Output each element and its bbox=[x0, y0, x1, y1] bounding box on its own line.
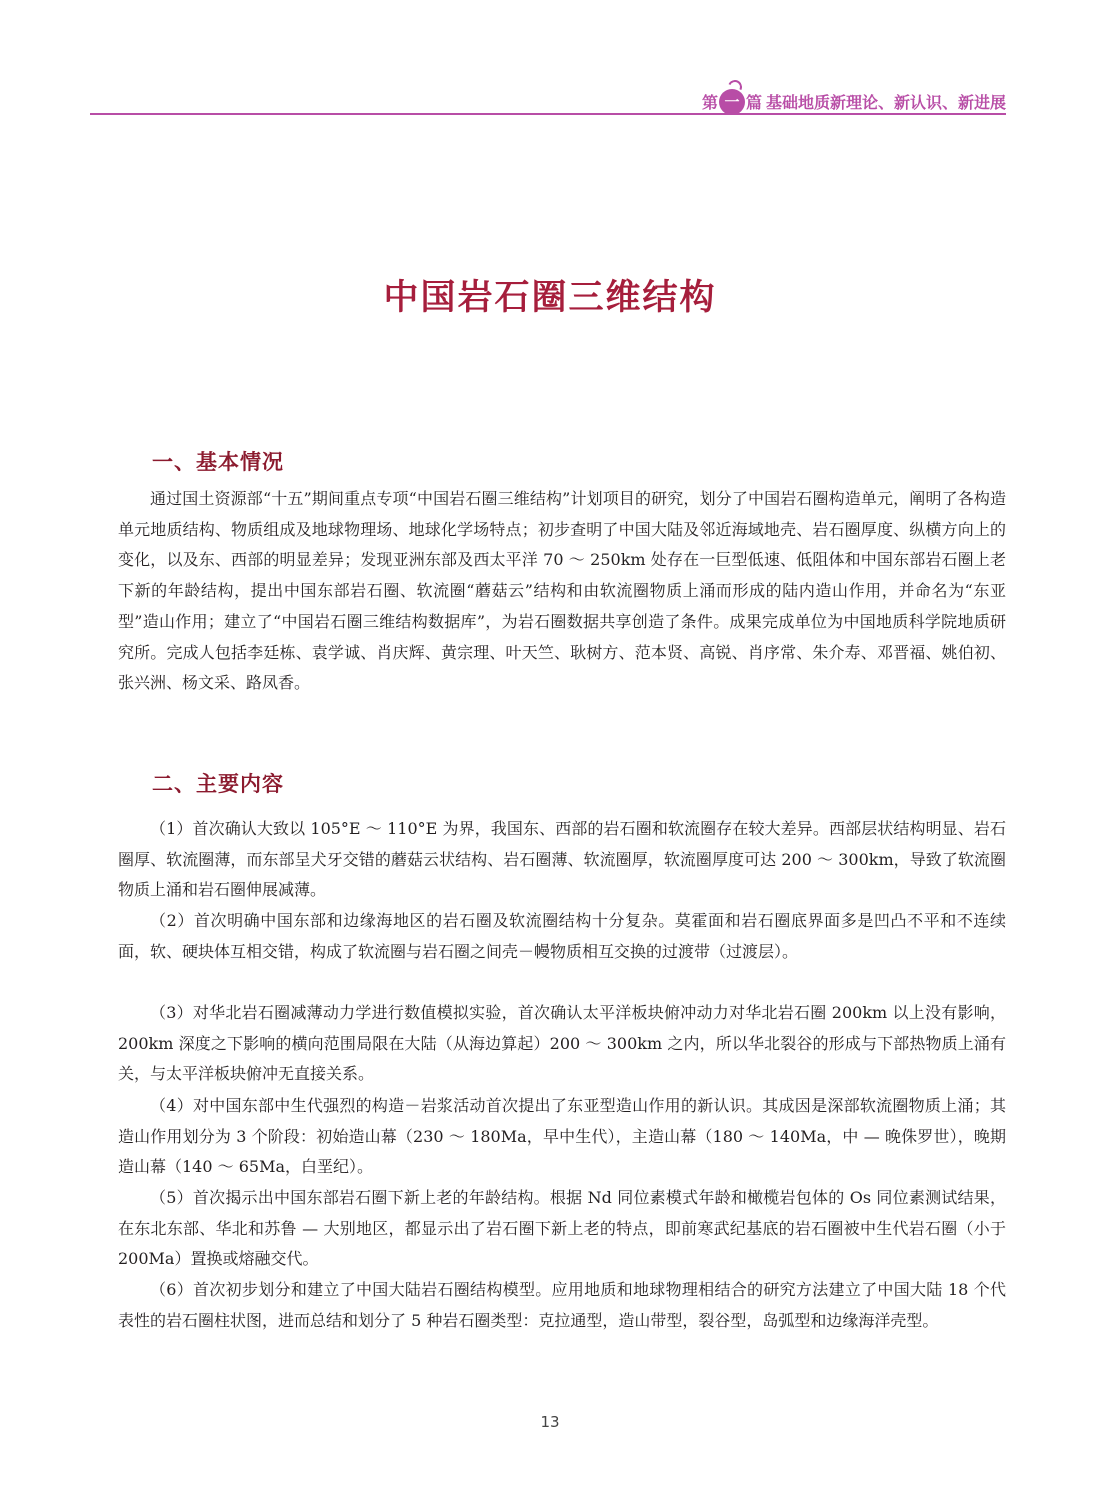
running-header bbox=[90, 80, 1006, 116]
part-suffix: 篇 bbox=[745, 93, 762, 112]
paragraph: （3）对华北岩石圈减薄动力学进行数值模拟实验，首次确认太平洋板块俯冲动力对华北岩石圈 200km 以上没有影响，200km 深度之下影响的横向范围局限在大陆（从海边算起）200 ～ 300km 之内，所以华北裂谷的形成与下部热物质上涌有关，与太平洋板块俯冲无直接关系。 bbox=[118, 1003, 1006, 1084]
page-number: 13 bbox=[540, 1413, 560, 1431]
paragraph: （1）首次确认大致以 105°E ～ 110°E 为界，我国东、西部的岩石圈和软流圈存在较大差异。西部层状结构明显、岩石圈厚、软流圈薄，而东部呈犬牙交错的蘑菇云状结构、岩石圈薄、软流圈厚，软流圈厚度可达 200 ～ 300km，导致了软流圈物质上涌和岩石圈伸展减薄。 bbox=[118, 819, 1006, 900]
paragraph: （4）对中国东部中生代强烈的构造－岩浆活动首次提出了东亚型造山作用的新认识。其成因是深部软流圈物质上涌；其造山作用划分为 3 个阶段：初始造山幕（230 ～ 180Ma，早中生代），主造山幕（180 ～ 140Ma，中 — 晚侏罗世），晚期造山幕（140 ～ 65Ma，白垩纪）。 bbox=[118, 1096, 1006, 1177]
paragraph: （5）首次揭示出中国东部岩石圈下新上老的年龄结构。根据 Nd 同位素模式年龄和橄榄岩包体的 Os 同位素测试结果，在东北东部、华北和苏鲁 — 大别地区，都显示出了岩石圈下新上老的特点，即前寒武纪基底的岩石圈被中生代岩石圈（小于 200Ma）置换或熔融交代。 bbox=[118, 1188, 1006, 1269]
part-prefix: 第 bbox=[701, 93, 718, 112]
paragraph: （2）首次明确中国东部和边缘海地区的岩石圈及软流圈结构十分复杂。莫霍面和岩石圈底界面多是凹凸不平和不连续面，软、硬块体互相交错，构成了软流圈与岩石圈之间壳－幔物质相互交换的过渡带（过渡层）。 bbox=[118, 911, 1006, 961]
header-rule bbox=[90, 113, 1006, 115]
section-heading-main: 二、主要内容 bbox=[152, 772, 284, 796]
part-number-badge: 一 bbox=[719, 89, 745, 115]
paragraph: （6）首次初步划分和建立了中国大陆岩石圈结构模型。应用地质和地球物理相结合的研究方法建立了中国大陆 18 个代表性的岩石圈柱状图，进而总结和划分了 5 种岩石圈类型：克拉通型，造山带型，裂谷型，岛弧型和边缘海洋壳型。 bbox=[118, 1280, 1006, 1330]
page-title: 中国岩石圈三维结构 bbox=[383, 278, 717, 318]
paragraph: 通过国土资源部“十五”期间重点专项“中国岩石圈三维结构”计划项目的研究，划分了中国岩石圈构造单元，阐明了各构造单元地质结构、物质组成及地球物理场、地球化学场特点；初步查明了中国大陆及邻近海域地壳、岩石圈厚度、纵横方向上的变化，以及东、西部的明显差异；发现亚洲东部及西太平洋 70 ～ 250km 处存在一巨型低速、低阻体和中国东部岩石圈上老下新的年龄结构，提出中国东部岩石圈、软流圈“蘑菇云”结构和由软流圈物质上涌而形成的陆内造山作用，并命名为“东亚型”造山作用；建立了“中国岩石圈三维结构数据库”，为岩石圈数据共享创造了条件。成果完成单位为中国地质科学院地质研究所。完成人包括李廷栋、袁学诚、肖庆辉、黄宗理、叶天竺、耿树方、范本贤、高锐、肖序常、朱介寿、邓晋福、姚伯初、张兴洲、杨文采、路凤香。 bbox=[118, 489, 1006, 693]
part-title: 基础地质新理论、新认识、新进展 bbox=[765, 93, 1006, 112]
section-heading-basic: 一、基本情况 bbox=[152, 450, 284, 474]
